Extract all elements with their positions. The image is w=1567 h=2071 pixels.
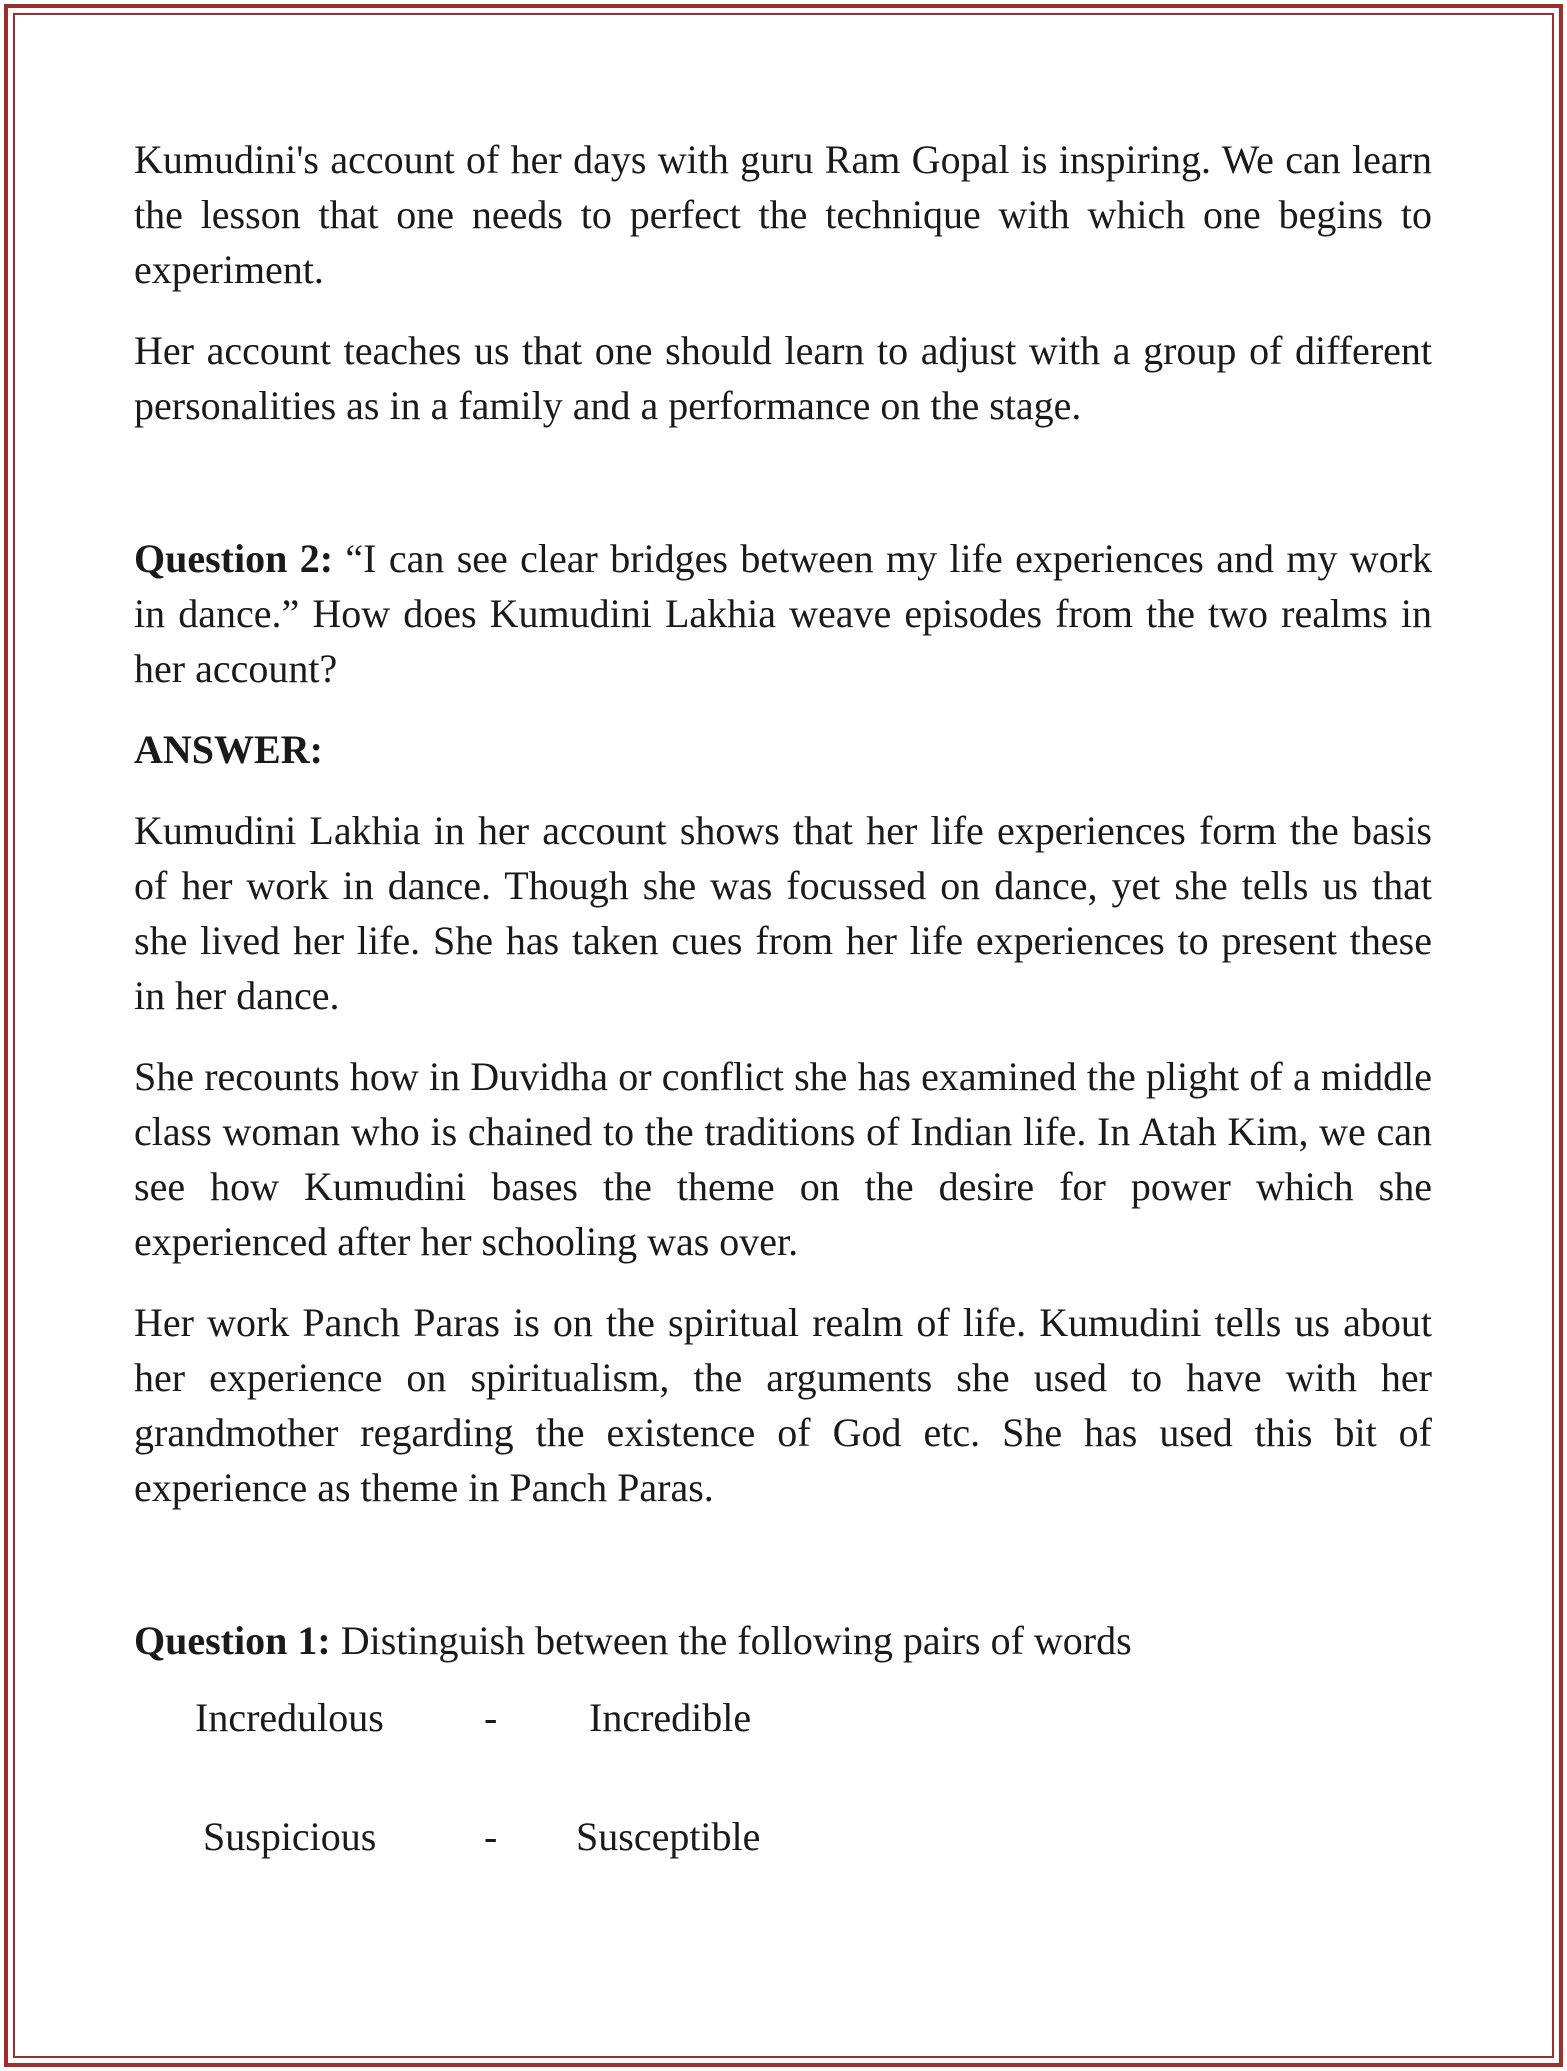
word-pair-row xyxy=(134,1809,1432,1864)
answer-paragraph-1: Kumudini Lakhia in her account shows that her life experiences form the basis of her work in dance. Though she was focussed on dance, yet she tells us that she lived her life. She has taken cues from her life experiences to present these in her dance. xyxy=(134,808,1432,1018)
word-pair-row xyxy=(134,1690,1432,1745)
word-pair-first: Suspicious xyxy=(203,1814,377,1859)
question-2-label: Question 2: xyxy=(134,536,334,581)
answer-paragraph-2: She recounts how in Duvidha or conflict she has examined the plight of a middle class woman who is chained to the traditions of Indian life. In Atah Kim, we can see how Kumudini bases the theme on the desire for power which she experienced after her schooling was over. xyxy=(134,1054,1432,1264)
word-pair-second: Susceptible xyxy=(576,1814,761,1859)
word-pair-second: Incredible xyxy=(589,1695,752,1740)
question-1 xyxy=(134,1613,1432,1668)
intro-paragraph-1: Kumudini's account of her days with guru Ram Gopal is inspiring. We can learn the lesson that one needs to perfect the technique with which one begins to experiment. xyxy=(134,137,1432,292)
intro-paragraph-2: Her account teaches us that one should learn to adjust with a group of different personalities as in a family and a performance on the stage. xyxy=(134,328,1432,428)
question-1-label: Question 1: xyxy=(134,1618,331,1663)
answer-heading: ANSWER: xyxy=(134,727,323,772)
document-body xyxy=(134,132,1432,1864)
question-1-text: Distinguish between the following pairs of words xyxy=(340,1618,1132,1663)
word-pair-first: Incredulous xyxy=(195,1695,384,1740)
word-pair-separator: - xyxy=(484,1695,498,1740)
word-pairs xyxy=(134,1690,1432,1864)
word-pair-separator: - xyxy=(484,1814,498,1859)
question-2 xyxy=(134,531,1432,696)
answer-paragraph-3: Her work Panch Paras is on the spiritual realm of life. Kumudini tells us about her experience on spiritualism, the arguments she used to have with her grandmother regarding the existence of God etc. She has used this bit of experience as theme in Panch Paras. xyxy=(134,1300,1432,1510)
question-2-text: “I can see clear bridges between my life experiences and my work in dance.” How does Kumudini Lakhia weave episodes from the two realms in her account? xyxy=(134,536,1433,691)
